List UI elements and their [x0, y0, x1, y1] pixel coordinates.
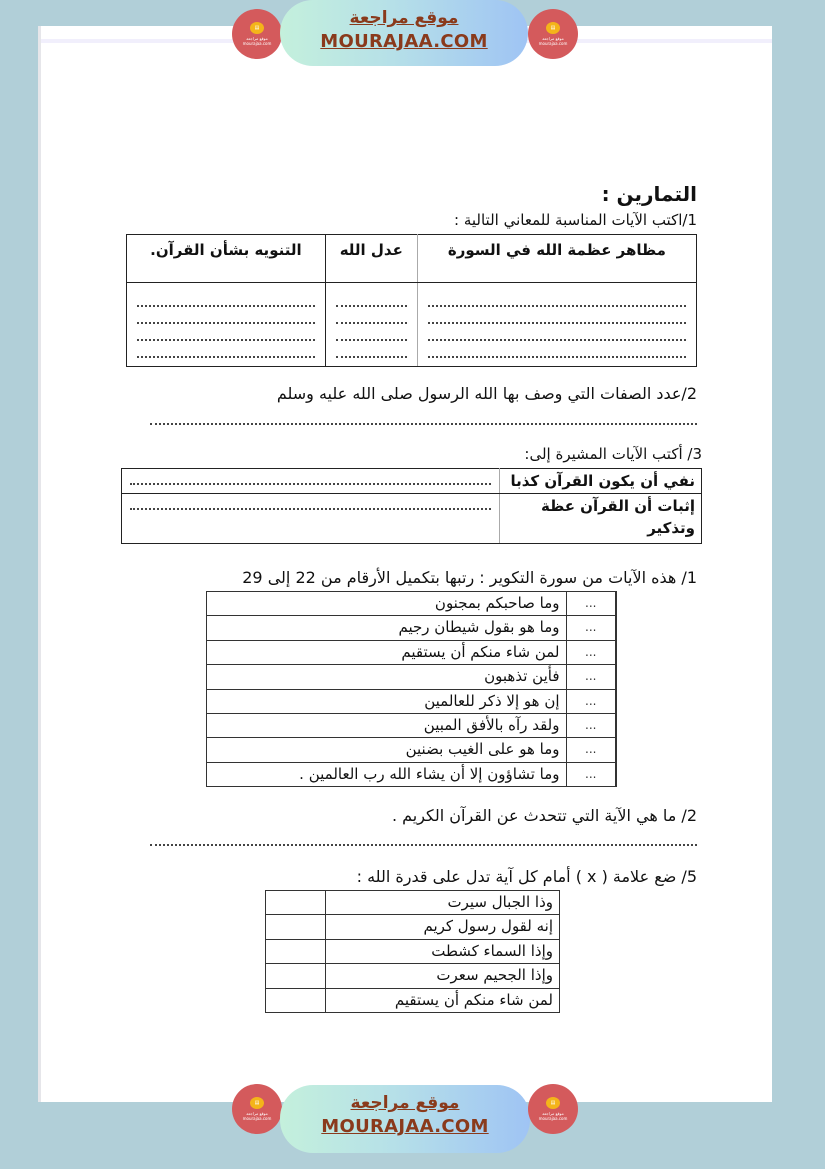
table-row — [207, 738, 617, 762]
site-logo-badge — [232, 1084, 282, 1134]
verse-text: وما هو على الغيب بضنين — [207, 738, 567, 762]
exercise-1-table — [126, 234, 697, 367]
table-row — [207, 640, 617, 664]
verse-text: وذا الجبال سيرت — [326, 891, 560, 915]
verse-text: وإذا الجحيم سعرت — [326, 964, 560, 988]
table-row — [207, 713, 617, 737]
table-row — [266, 939, 560, 963]
table-header: مظاهر عظمة الله في السورة — [417, 235, 696, 283]
site-name-arabic: موقع مراجعة — [349, 8, 459, 28]
verse-text: فأين تذهبون — [207, 665, 567, 689]
answer-cell[interactable] — [122, 494, 500, 544]
checkmark-table — [265, 890, 560, 1013]
number-field[interactable]: ... — [566, 762, 616, 786]
number-field[interactable]: ... — [566, 713, 616, 737]
number-field[interactable]: ... — [566, 665, 616, 689]
site-link[interactable] — [280, 1085, 530, 1153]
book-icon: ▤ — [250, 22, 264, 34]
checkmark-box[interactable] — [266, 964, 326, 988]
badge-text: موقع مراجعة mourajaa.com — [538, 1111, 568, 1121]
site-banner-bottom[interactable] — [228, 1083, 600, 1149]
site-logo-badge — [232, 9, 282, 59]
verse-text: لمن شاء منكم أن يستقيم — [207, 640, 567, 664]
exercise-2-prompt: 2/عدد الصفات التي وصف بها الله الرسول صلى الله عليه وسلم — [276, 384, 697, 403]
table-row — [266, 915, 560, 939]
site-link[interactable] — [280, 0, 528, 66]
table-row — [207, 762, 617, 786]
exercise-1-prompt: 1/اكتب الآيات المناسبة للمعاني التالية : — [454, 211, 697, 229]
row-label: نفي أن يكون القرآن كذبا — [500, 469, 702, 494]
answer-cell[interactable] — [122, 469, 500, 494]
number-field[interactable]: ... — [566, 689, 616, 713]
site-banner-top[interactable] — [228, 0, 600, 66]
exercise-4-prompt: 1/ هذه الآيات من سورة التكوير : رتبها بتكميل الأرقام من 22 إلى 29 — [242, 568, 697, 587]
table-header: عدل الله — [325, 235, 417, 283]
checkmark-box[interactable] — [266, 915, 326, 939]
checkmark-box[interactable] — [266, 891, 326, 915]
row-label: إثبات أن القرآن عظة وتذكير — [500, 494, 702, 544]
ordering-table — [206, 591, 617, 787]
number-field[interactable]: ... — [566, 640, 616, 664]
book-icon: ▤ — [546, 22, 560, 34]
site-logo-badge — [528, 9, 578, 59]
answer-cell[interactable] — [325, 283, 417, 367]
table-row — [266, 891, 560, 915]
verse-text: إنه لقول رسول كريم — [326, 915, 560, 939]
verse-text: لمن شاء منكم أن يستقيم — [326, 988, 560, 1012]
site-name-latin: MOURAJAA.COM — [321, 1116, 489, 1137]
exercise-5-prompt: 2/ ما هي الآية التي تتحدث عن القرآن الكريم . — [391, 806, 697, 825]
table-header: التنويه بشأن القرآن. — [127, 235, 326, 283]
verse-text: ولقد رآه بالأفق المبين — [207, 713, 567, 737]
checkmark-box[interactable] — [266, 988, 326, 1012]
exercise-3-prompt: 3/ أكتب الآيات المشيرة إلى: — [524, 445, 702, 463]
verse-text: وما هو بقول شيطان رجيم — [207, 616, 567, 640]
number-field[interactable]: ... — [566, 616, 616, 640]
site-logo-badge — [528, 1084, 578, 1134]
answer-line[interactable] — [150, 423, 697, 425]
number-field[interactable]: ... — [566, 738, 616, 762]
answer-line[interactable] — [150, 844, 697, 846]
verse-text: وما صاحبكم بمجنون — [207, 592, 567, 616]
badge-text: موقع مراجعة mourajaa.com — [242, 36, 272, 46]
exercise-6-prompt: 5/ ضع علامة ( x ) أمام كل آية تدل على قدرة الله : — [356, 867, 697, 886]
badge-text: موقع مراجعة mourajaa.com — [242, 1111, 272, 1121]
book-icon: ▤ — [546, 1097, 560, 1109]
exercise-3-table — [121, 468, 702, 544]
site-name-arabic: موقع مراجعة — [350, 1093, 460, 1113]
table-row — [207, 616, 617, 640]
answer-cell[interactable] — [417, 283, 696, 367]
number-field[interactable]: ... — [566, 592, 616, 616]
table-row — [207, 689, 617, 713]
book-icon: ▤ — [250, 1097, 264, 1109]
checkmark-box[interactable] — [266, 939, 326, 963]
table-row — [266, 964, 560, 988]
site-name-latin: MOURAJAA.COM — [320, 31, 488, 52]
exercises-title: التمارين : — [601, 182, 697, 206]
verse-text: وما تشاؤون إلا أن يشاء الله رب العالمين . — [207, 762, 567, 786]
verse-text: وإذا السماء كشطت — [326, 939, 560, 963]
answer-cell[interactable] — [127, 283, 326, 367]
verse-text: إن هو إلا ذكر للعالمين — [207, 689, 567, 713]
table-row — [207, 592, 617, 616]
badge-text: موقع مراجعة mourajaa.com — [538, 36, 568, 46]
table-row — [266, 988, 560, 1012]
table-row — [207, 665, 617, 689]
